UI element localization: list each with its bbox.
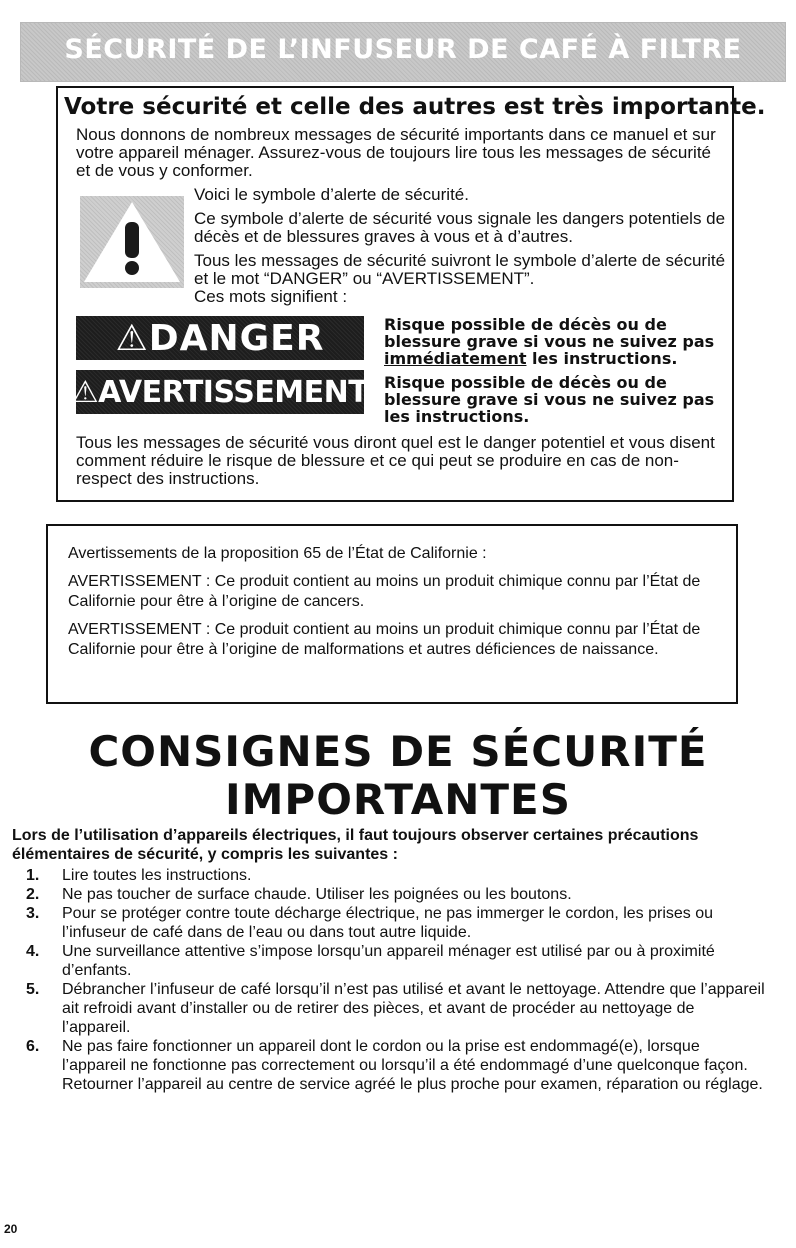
danger-desc-underlined: immédiatement — [384, 349, 527, 368]
symbol-explanation — [194, 186, 734, 306]
consignes-title — [0, 728, 796, 824]
instruction-list — [26, 866, 766, 1094]
prop65-box — [46, 524, 738, 704]
safety-alert-triangle-icon — [80, 196, 184, 288]
item-number: 2. — [26, 886, 40, 903]
warning-signal-word: ⚠AVERTISSEMENT — [76, 370, 364, 414]
section-title: SÉCURITÉ DE L’INFUSEUR DE CAFÉ À FILTRE — [64, 34, 742, 65]
prop65-warning-birth: AVERTISSEMENT : Ce produit contient au moins un produit chimique connu par l’État de Californie pour être à l’origine de malformations et autres déficiences de naissance. — [68, 621, 701, 658]
warning-description: Risque possible de décès ou de blessure grave si vous ne suivez pas les instructions. — [384, 373, 715, 426]
symbol-line: Voici le symbole d’alerte de sécurité. — [194, 185, 469, 204]
consignes-intro: Lors de l’utilisation d’appareils électriques, il faut toujours observer certaines précautions élémentaires de sécurité, y compris les suivantes : — [12, 827, 699, 863]
danger-desc-end: les instructions. — [526, 349, 678, 368]
list-item — [26, 942, 766, 980]
list-item — [26, 980, 766, 1037]
item-number: 1. — [26, 867, 40, 884]
prop65-title: Avertissements de la proposition 65 de l’État de Californie : — [68, 545, 487, 562]
danger-desc-text: Risque possible de décès ou de blessure grave si vous ne suivez pas — [384, 315, 715, 351]
danger-signal-word: ⚠DANGER — [76, 316, 364, 360]
safety-intro: Nous donnons de nombreux messages de sécurité importants dans ce manuel et sur votre appareil ménager. Assurez-vous de toujours lire tous les messages de sécurité et de vous y conformer. — [76, 125, 716, 180]
page-number: 20 — [4, 1222, 18, 1236]
prop65-warning-cancer: AVERTISSEMENT : Ce produit contient au moins un produit chimique connu par l’État de Californie pour être à l’origine de cancers. — [68, 573, 701, 610]
consignes-title-line1: CONSIGNES DE SÉCURITÉ — [88, 727, 708, 776]
section-header-band — [20, 22, 786, 82]
item-number: 4. — [26, 943, 40, 960]
item-number: 3. — [26, 905, 40, 922]
safety-heading: Votre sécurité et celle des autres est très importante. — [64, 94, 766, 120]
list-item — [26, 904, 766, 942]
list-item — [26, 885, 766, 904]
safety-closing: Tous les messages de sécurité vous diront quel est le danger potentiel et vous disent comment réduire le risque de blessure et ce qui peut se produire en cas de non-respect des instructions. — [76, 433, 715, 488]
symbol-line: Ce symbole d’alerte de sécurité vous signale les dangers potentiels de décès et de blessures graves à vous et à d’autres. — [194, 209, 726, 246]
item-number: 6. — [26, 1038, 40, 1055]
symbol-line: Tous les messages de sécurité suivront le symbole d’alerte de sécurité et le mot “DANGER” ou “AVERTISSEMENT”. — [194, 251, 726, 288]
symbol-line: Ces mots signifient : — [194, 287, 348, 306]
item-text: Pour se protéger contre toute décharge électrique, ne pas immerger le cordon, les prises ou l’infuseur de café dans de l’eau ou dans tout autre liquide. — [62, 905, 714, 941]
list-item — [26, 1037, 766, 1094]
list-item — [26, 866, 766, 885]
item-text: Ne pas faire fonctionner un appareil dont le cordon ou la prise est endommagé(e), lorsque l’appareil ne fonctionne pas correctement ou lorsqu’il a été endommagé d’une quelconque façon. Retourner l’appareil au centre de service agréé le plus proche pour examen, réparation ou réglage. — [62, 1038, 763, 1093]
safety-box — [56, 86, 766, 502]
item-text: Débrancher l’infuseur de café lorsqu’il n’est pas utilisé et avant le nettoyage. Attendre que l’appareil ait refroidi avant d’installer ou de retirer des pièces, et avant de procéder au nettoyage de l’appareil. — [62, 981, 765, 1036]
danger-description — [384, 316, 724, 367]
item-number: 5. — [26, 981, 40, 998]
item-text: Une surveillance attentive s’impose lorsqu’un appareil ménager est utilisé par ou à proximité d’enfants. — [62, 943, 715, 979]
consignes-title-line2: IMPORTANTES — [225, 775, 571, 824]
item-text: Ne pas toucher de surface chaude. Utiliser les poignées ou les boutons. — [62, 886, 572, 903]
item-text: Lire toutes les instructions. — [62, 867, 252, 884]
